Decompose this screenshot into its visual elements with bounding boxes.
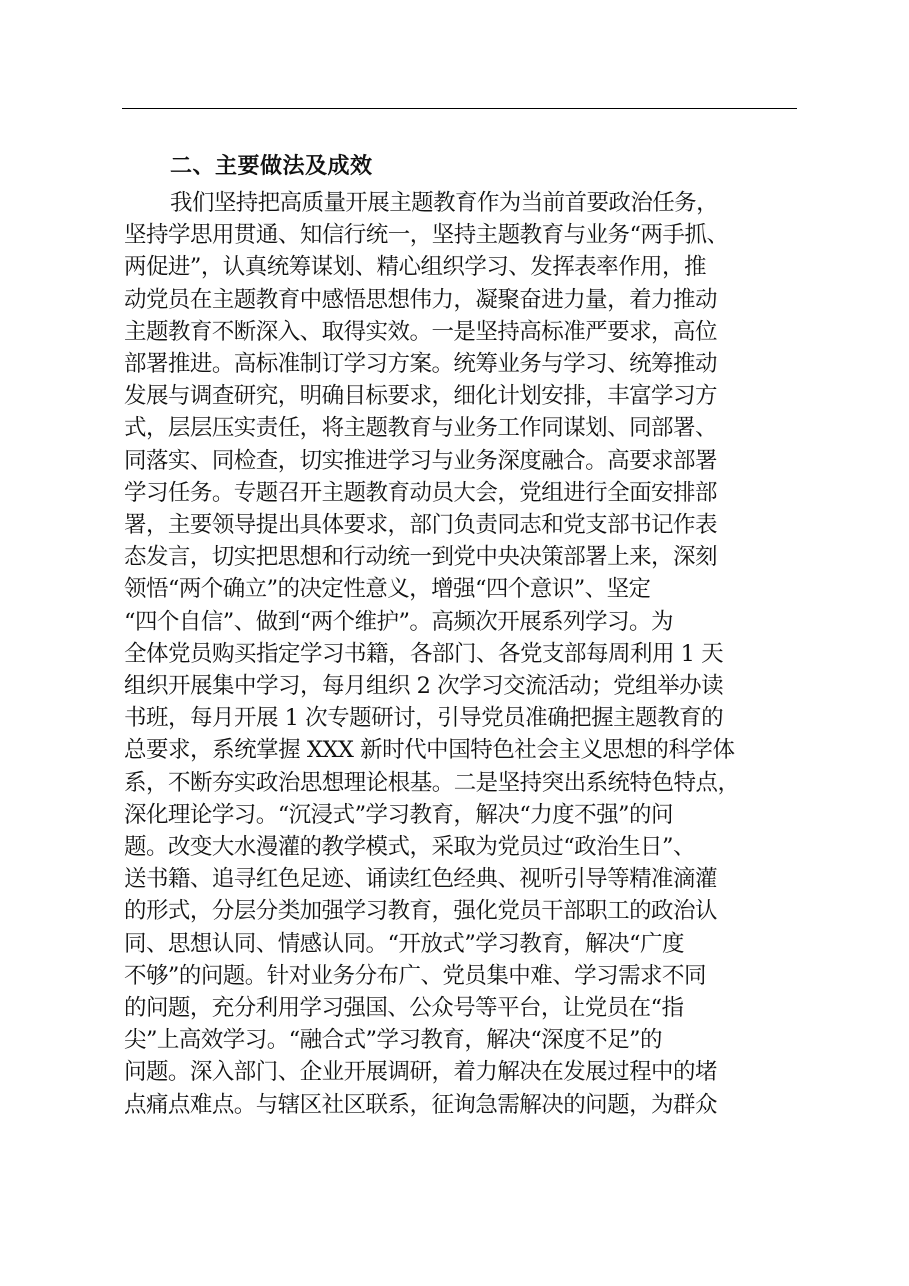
text-line: 署，主要领导提出具体要求，部门负责同志和党支部书记作表 bbox=[124, 512, 717, 539]
document-body bbox=[124, 146, 814, 1121]
text-line: 两促进”，认真统筹谋划、精心组织学习、发挥表率作用，推 bbox=[124, 254, 706, 281]
text-line: 学习任务。专题召开主题教育动员大会，党组进行全面安排部 bbox=[124, 479, 717, 506]
text-line: 发展与调查研究，明确目标要求，细化计划安排，丰富学习方 bbox=[124, 383, 717, 410]
text-line: 的形式，分层分类加强学习教育，强化党员干部职工的政治认 bbox=[124, 898, 717, 925]
text-line: 送书籍、追寻红色足迹、诵读红色经典、视听引导等精准滴灌 bbox=[124, 866, 717, 893]
text-line: 深化理论学习。“沉浸式”学习教育，解决“力度不强”的问 bbox=[124, 801, 673, 828]
text-line: 动党员在主题教育中感悟思想伟力，凝聚奋进力量，着力推动 bbox=[124, 286, 717, 313]
text-line: 组织开展集中学习，每月组织 2 次学习交流活动；党组举办读 bbox=[124, 673, 724, 700]
text-line: 部署推进。高标准制订学习方案。统筹业务与学习、统筹推动 bbox=[124, 351, 717, 378]
text-line: 坚持学思用贯通、知信行统一，坚持主题教育与业务“两手抓、 bbox=[124, 222, 729, 249]
section-heading: 二、主要做法及成效 bbox=[170, 154, 373, 179]
text-line: 态发言，切实把思想和行动统一到党中央决策部署上来，深刻 bbox=[124, 544, 717, 571]
text-line: 不够”的问题。针对业务分布广、党员集中难、学习需求不同 bbox=[124, 962, 706, 989]
text-line: 我们坚持把高质量开展主题教育作为当前首要政治任务， bbox=[170, 190, 719, 216]
text-line: “四个自信”、做到“两个维护”。高频次开展系列学习。为 bbox=[124, 608, 673, 635]
text-line: 点痛点难点。与辖区社区联系，征询急需解决的问题，为群众 bbox=[124, 1091, 717, 1118]
text-line: 主题教育不断深入、取得实效。一是坚持高标准严要求，高位 bbox=[124, 318, 717, 345]
text-line: 题。改变大水漫灌的教学模式，采取为党员过“政治生日”、 bbox=[124, 834, 695, 861]
header-rule bbox=[122, 108, 797, 109]
text-line: 总要求，系统掌握 XXX 新时代中国特色社会主义思想的科学体 bbox=[124, 737, 735, 764]
text-line: 问题。深入部门、企业开展调研，着力解决在发展过程中的堵 bbox=[124, 1059, 717, 1086]
body-paragraph bbox=[124, 187, 814, 1121]
text-line: 尖”上高效学习。“融合式”学习教育，解决“深度不足”的 bbox=[124, 1027, 662, 1054]
text-line: 全体党员购买指定学习书籍，各部门、各党支部每周利用 1 天 bbox=[124, 640, 724, 667]
text-line: 系，不断夯实政治思想理论根基。二是坚持突出系统特色特点， bbox=[124, 769, 740, 796]
text-line: 式，层层压实责任，将主题教育与业务工作同谋划、同部署、 bbox=[124, 415, 717, 442]
text-line: 书班，每月开展 1 次专题研讨，引导党员准确把握主题教育的 bbox=[124, 705, 724, 732]
text-line: 同、思想认同、情感认同。“开放式”学习教育，解决“广度 bbox=[124, 930, 684, 957]
text-line: 的问题，充分利用学习强国、公众号等平台，让党员在“指 bbox=[124, 995, 684, 1022]
text-line: 领悟“两个确立”的决定性意义，增强“四个意识”、坚定 bbox=[124, 576, 651, 603]
text-line: 同落实、同检查，切实推进学习与业务深度融合。高要求部署 bbox=[124, 447, 717, 474]
